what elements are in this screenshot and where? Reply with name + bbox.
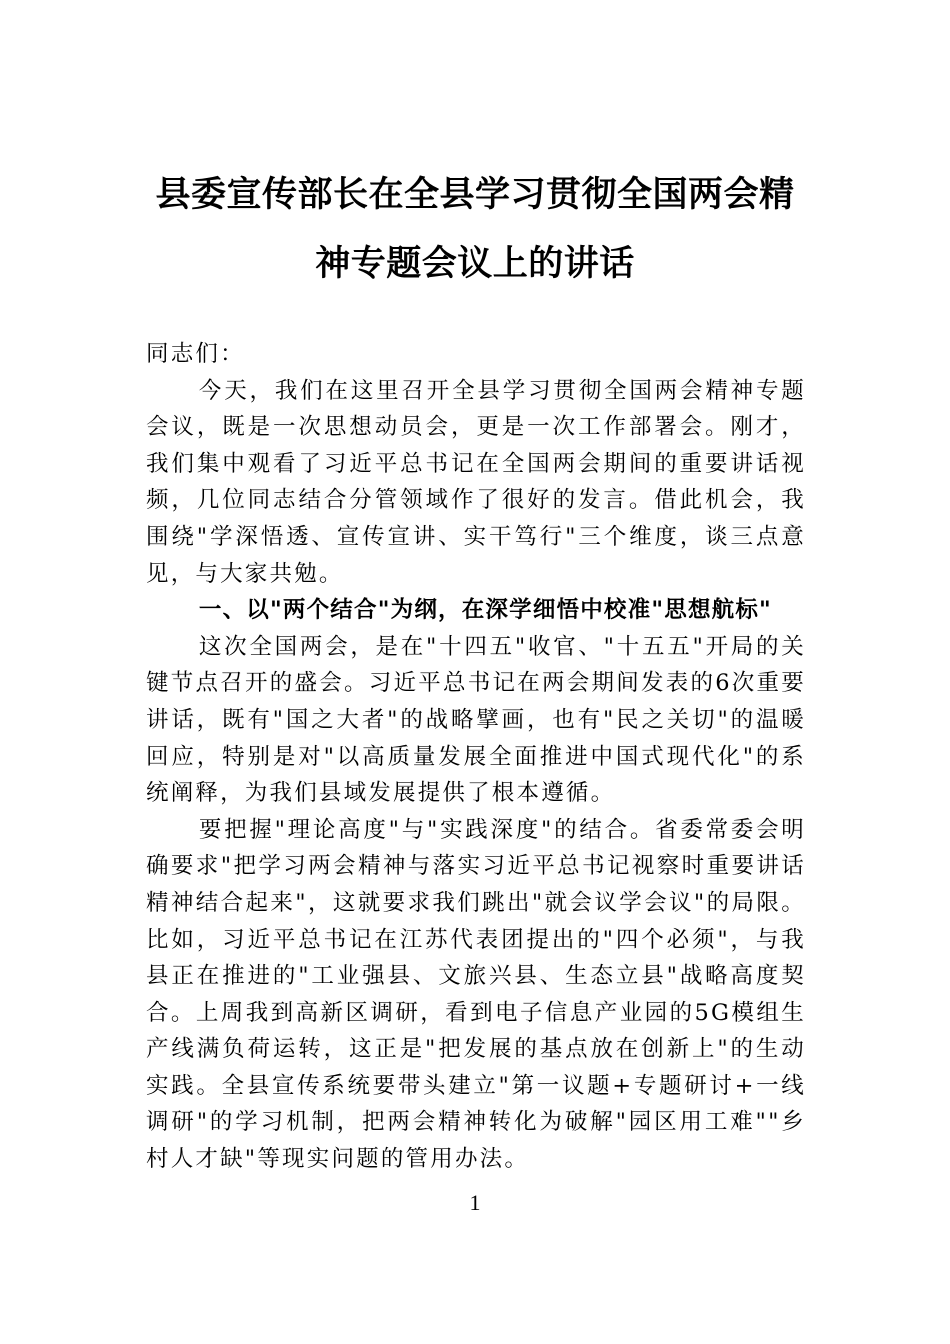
paragraph-theory-practice: 要把握"理论高度"与"实践深度"的结合。省委常委会明确要求"把学习两会精神与落实习近平总书记视察时重要讲话精神结合起来"，这就要求我们跳出"就会议学会议"的局限。比如，习近平总书记在江苏代表团提出的"四个必须"，与我县正在推进的"工业强县、文旅兴县、生态立县"战略高度契合。上周我到高新区调研，看到电子信息产业园的5G模组生产线满负荷运转，这正是"把发展的基点放在创新上"的生动实践。全县宣传系统要带头建立"第一议题+专题研讨+一线调研"的学习机制，把两会精神转化为破解"园区用工难""乡村人才缺"等现实问题的管用办法。 [146,816,806,1173]
document-body [146,336,806,1178]
salutation: 同志们： [146,341,245,367]
paragraph-intro: 今天，我们在这里召开全县学习贯彻全国两会精神专题会议，既是一次思想动员会，更是一次工作部署会。刚才，我们集中观看了习近平总书记在全国两会期间的重要讲话视频，几位同志结合分管领域作了很好的发言。借此机会，我围绕"学深悟透、宣传宣讲、实干笃行"三个维度，谈三点意见，与大家共勉。 [146,377,806,587]
paragraph-two-sessions: 这次全国两会，是在"十四五"收官、"十五五"开局的关键节点召开的盛会。习近平总书记在两会期间发表的6次重要讲话，既有"国之大者"的战略擘画，也有"民之关切"的温暖回应，特别是对"以高质量发展全面推进中国式现代化"的系统阐释，为我们县域发展提供了根本遵循。 [146,633,806,807]
page-number: 1 [469,1190,481,1215]
document-title: 县委宣传部长在全县学习贯彻全国两会精神专题会议上的讲话 [155,174,795,284]
section-heading-1: 一、以"两个结合"为纲，在深学细悟中校准"思想航标" [198,597,772,624]
